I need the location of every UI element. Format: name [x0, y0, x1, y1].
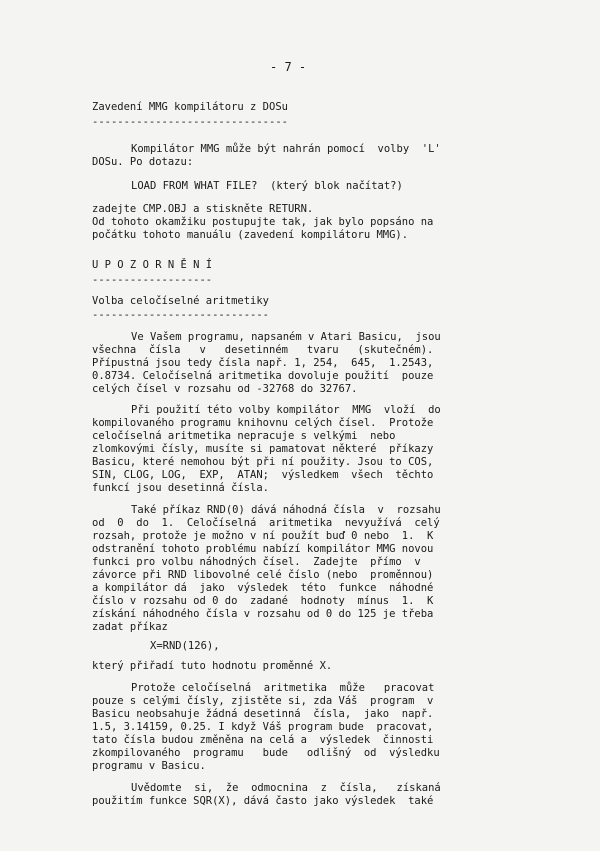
text-line: pouze s celými čísly, zjistěte si, zda Váš program v	[92, 695, 434, 707]
text-line: zkompilovaného programu bude odlišný od výsledku	[92, 747, 440, 759]
page-number: - 7 -	[270, 60, 307, 74]
text-line: použitím funkce SQR(X), dává často jako výsledek také	[92, 795, 434, 807]
text-line: počátku tohoto manuálu (zavedení kompilátoru MMG).	[92, 229, 409, 241]
text-line: Basicu, které nemohou být při ní použity. Jsou to COS,	[92, 456, 434, 468]
warning-heading: U P O Z O R N Ě N Í	[92, 259, 213, 271]
text-line: rozsah, protože je možno v ní použít buď 0 nebo 1. K	[92, 530, 434, 542]
text-line: programu v Basicu.	[92, 760, 206, 772]
section-heading-dos: Zavedení MMG kompilátoru z DOSu	[92, 101, 288, 113]
text-line: Při použití této volby kompilátor MMG vloží do	[131, 404, 441, 416]
text-line: číslo v rozsahu od 0 do zadané hodnoty mínus 1. K	[92, 595, 434, 607]
text-line: a kompilátor dá jako výsledek této funkce náhodné	[92, 582, 434, 594]
command-line: LOAD FROM WHAT FILE? (který blok načítat?)	[131, 180, 403, 192]
text-line: Přípustná jsou tedy čísla např. 1, 254, 645, 1.2543,	[92, 357, 434, 369]
text-line: celočíselná aritmetika nepracuje s velkými nebo	[92, 430, 396, 442]
text-line: Také příkaz RND(0) dává náhodná čísla v rozsahu	[131, 504, 441, 516]
text-line: zadat příkaz	[92, 621, 168, 633]
text-line: Protože celočíselná aritmetika může pracovat	[131, 682, 435, 694]
section-heading-integer: Volba celočíselné aritmetiky	[92, 295, 270, 307]
text-line: tato čísla budou změněna na celá a výsledek činnosti	[92, 734, 434, 746]
text-line: Basicu neobsahuje žádná desetinná čísla, jako např.	[92, 708, 434, 720]
text-line: zlomkovými čísly, musíte si pamatovat některé příkazy	[92, 443, 434, 455]
text-line: SIN, CLOG, LOG, EXP, ATAN; výsledkem všech těchto	[92, 469, 434, 481]
heading-underline: ----------------------------	[92, 309, 270, 321]
text-line: 0.8734. Celočíselná aritmetika dovoluje použití pouze	[92, 370, 434, 382]
text-line: Kompilátor MMG může být nahrán pomocí volby 'L'	[131, 143, 441, 155]
text-line: od 0 do 1. Celočíselná aritmetika nevyužívá celý	[92, 517, 440, 529]
text-line: odstranění tohoto problému nabízí kompilátor MMG novou	[92, 543, 434, 555]
text-line: všechna čísla v desetinném tvaru (skutečném).	[92, 344, 434, 356]
text-line: DOSu. Po dotazu:	[92, 156, 194, 168]
text-line: závorce při RND libovolné celé číslo (nebo proměnnou)	[92, 569, 434, 581]
text-line: kompilovaného programu knihovnu celých čísel. Protože	[92, 417, 434, 429]
text-line: Od tohoto okamžiku postupujte tak, jak bylo popsáno na	[92, 216, 434, 228]
text-line: funkci pro volbu náhodných čísel. Zadejte přímo v	[92, 556, 421, 568]
text-line: zadejte CMP.OBJ a stiskněte RETURN.	[92, 203, 314, 215]
text-line: 1.5, 3.14159, 0.25. I když Váš program bude pracovat,	[92, 721, 434, 733]
text-line: celých čísel v rozsahu od -32768 do 32767.	[92, 383, 358, 395]
heading-underline: -------------------	[92, 274, 213, 286]
text-line: Ve Vašem programu, napsaném v Atari Basicu, jsou	[131, 331, 441, 343]
text-line: Uvědomte si, že odmocnina z čísla, získaná	[131, 782, 441, 794]
code-example: X=RND(126),	[150, 640, 220, 652]
text-line: získání náhodného čísla v rozsahu od 0 do 125 je třeba	[92, 608, 434, 620]
text-line: který přiřadí tuto hodnotu proměnné X.	[92, 660, 333, 672]
heading-underline: -------------------------------	[92, 116, 288, 128]
text-line: funkcí jsou desetinná čísla.	[92, 482, 270, 494]
